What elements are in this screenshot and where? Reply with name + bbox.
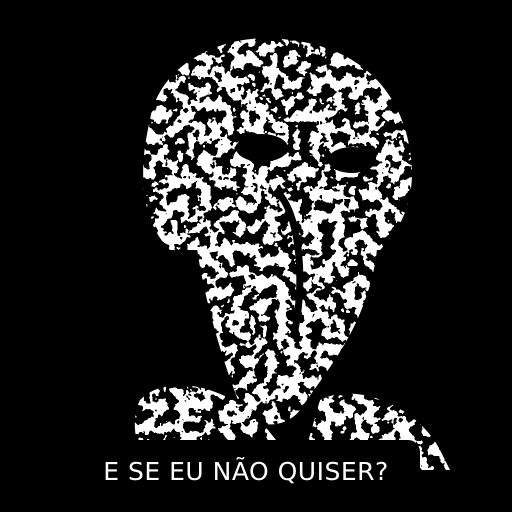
right-eye xyxy=(328,147,376,173)
left-eye xyxy=(236,134,288,162)
caption-box xyxy=(72,440,420,502)
caption-text: E SE EU NÃO QUISER? xyxy=(103,456,389,486)
